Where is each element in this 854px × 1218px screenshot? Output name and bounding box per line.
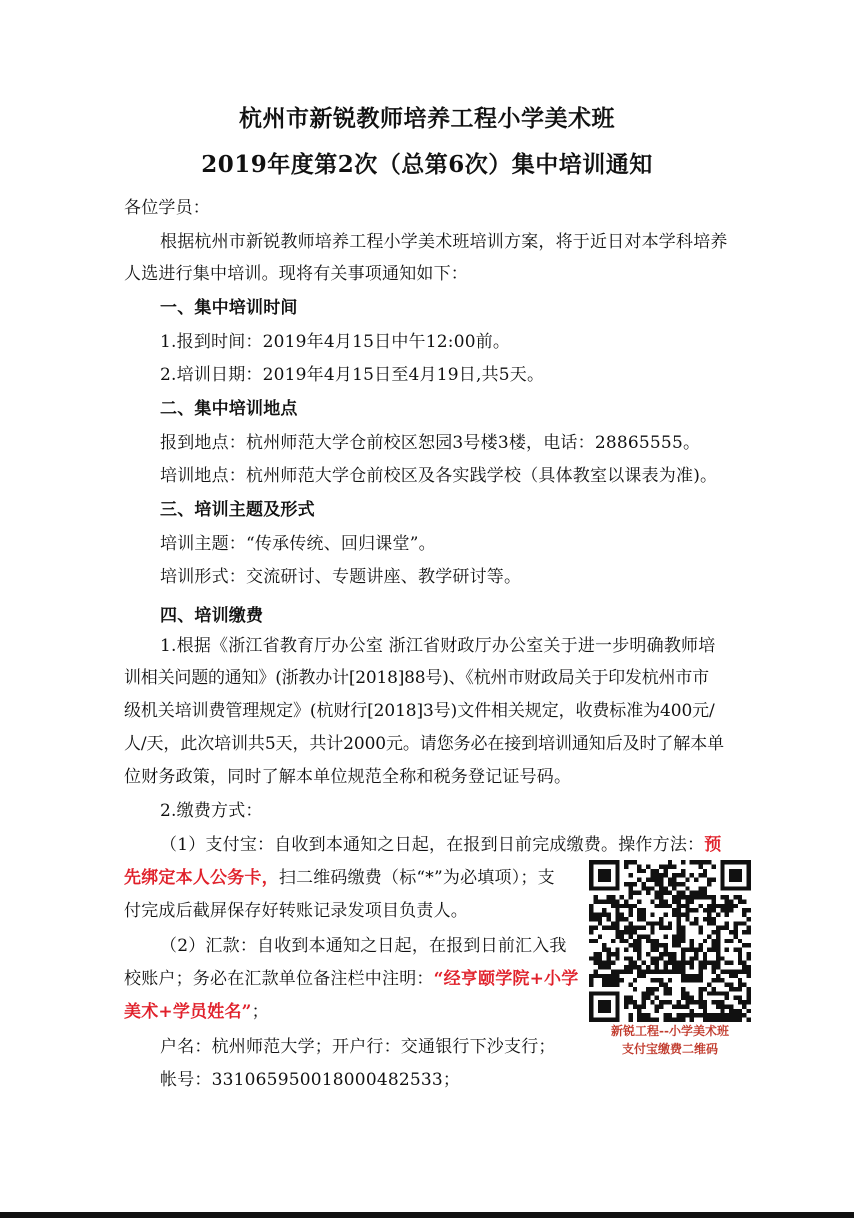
section-heading-location: 二、集中培训地点 — [160, 399, 298, 419]
account-name: 户名：杭州师范大学；开户行：交通银行下沙支行； — [160, 1037, 556, 1057]
remit-text: ； — [251, 1002, 269, 1022]
registration-time: 1.报到时间：2019年4月15日中午12:00前。 — [160, 332, 511, 352]
qr-caption-line-1: 新锐工程--小学美术班 — [611, 1024, 729, 1038]
training-format: 培训形式：交流研讨、专题讲座、教学研讨等。 — [160, 567, 522, 587]
page-title-line-2: 2019年度第2次（总第6次）集中培训通知 — [201, 151, 653, 178]
remit-text: 校账户；务必在汇款单位备注栏中注明： — [124, 969, 434, 989]
fee-paragraph-line-2: 训相关问题的通知》(浙教办计[2018]88号)、《杭州市财政局关于印发杭州市市 — [124, 668, 709, 688]
intro-line-1: 根据杭州市新锐教师培养工程小学美术班培训方案，将于近日对本学科培养 — [160, 232, 728, 252]
remit-highlight: “经亨颐学院+小学 — [433, 969, 579, 989]
intro-line-2: 人选进行集中培训。现将有关事项通知如下： — [124, 264, 468, 284]
remit-line-3 — [124, 1000, 269, 1024]
training-location: 培训地点：杭州师范大学仓前校区及各实践学校（具体教室以课表为准)。 — [160, 466, 718, 486]
remit-highlight: 美术+学员姓名” — [124, 1002, 252, 1022]
remit-line-1: （2）汇款：自收到本通知之日起，在报到日前汇入我 — [160, 936, 567, 956]
fee-paragraph-line-5: 位财务政策，同时了解本单位规范全称和税务登记证号码。 — [124, 767, 572, 787]
alipay-line-3: 付完成后截屏保存好转账记录发项目负责人。 — [124, 901, 468, 921]
section-heading-theme: 三、培训主题及形式 — [160, 500, 315, 520]
remit-line-2 — [124, 967, 578, 991]
salutation: 各位学员： — [124, 198, 210, 218]
fee-paragraph-line-1: 1.根据《浙江省教育厅办公室 浙江省财政厅办公室关于进一步明确教师培 — [160, 636, 716, 656]
account-number: 帐号：331065950018000482533； — [160, 1070, 461, 1090]
section-heading-fee: 四、培训缴费 — [160, 606, 264, 626]
alipay-text: 扫二维码缴费（标“*”为必填项）；支 — [278, 868, 555, 888]
registration-location: 报到地点：杭州师范大学仓前校区恕园3号楼3楼，电话：28865555。 — [160, 433, 701, 453]
alipay-qr-code — [589, 860, 751, 1022]
training-theme: 培训主题：“传承传统、回归课堂”。 — [160, 534, 436, 554]
alipay-line-2 — [124, 866, 555, 890]
fee-paragraph-line-4: 人/天，此次培训共5天，共计2000元。请您务必在接到培训通知后及时了解本单 — [124, 734, 725, 754]
alipay-highlight: 预 — [704, 835, 722, 855]
alipay-line-1 — [160, 833, 721, 857]
section-heading-time: 一、集中培训时间 — [160, 298, 298, 318]
alipay-highlight: 先绑定本人公务卡， — [124, 868, 279, 888]
alipay-text: （1）支付宝：自收到本通知之日起，在报到日前完成缴费。操作方法： — [160, 835, 705, 855]
training-dates: 2.培训日期：2019年4月15日至4月19日,共5天。 — [160, 365, 545, 385]
qr-caption-line-2: 支付宝缴费二维码 — [621, 1042, 718, 1056]
page-title-line-1: 杭州市新锐教师培养工程小学美术班 — [239, 105, 615, 132]
payment-methods-heading: 2.缴费方式： — [160, 801, 263, 821]
fee-paragraph-line-3: 级机关培训费管理规定》(杭财行[2018]3号)文件相关规定，收费标准为400元/ — [124, 701, 715, 721]
page-bottom-border — [0, 1212, 854, 1218]
